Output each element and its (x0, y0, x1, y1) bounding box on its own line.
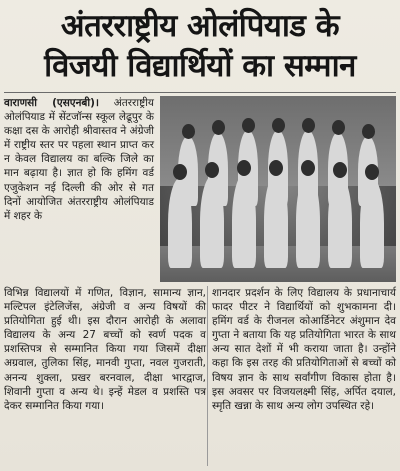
photo-person (200, 176, 224, 268)
photo-person-head (302, 118, 315, 133)
photo-person-head (269, 160, 283, 176)
headline-line-2: विजयी विद्यार्थियों का सम्मान (44, 48, 356, 84)
photo-person (168, 178, 192, 268)
photo-person-head (333, 162, 347, 178)
photo-person-head (365, 164, 379, 180)
headline (4, 6, 396, 88)
article-body-right-column (212, 286, 396, 413)
photo-person-head (237, 160, 251, 176)
headline-line-1: अंतरराष्ट्रीय ओलंपियाड के (60, 8, 340, 44)
article-body-left-text: विभिन्न विद्यालयों में गणित, विज्ञान, सामान्य ज्ञान, मल्टिपल इंटेलिजेंस, अंग्रेजी व अन्य विषयों की प्रतियोगिता हुई थी। इस दौरान आरोही के अलावा विद्यालय के अन्य 27 बच्चों को स्वर्ण पदक व प्रशस्तिपत्र से सम्मानित किया गया जिसमें दीक्षा अग्रवाल, तुलिका सिंह, मानवी गुप्ता, नवल गुजराती, अनन्य शुक्ला, प्रखर बरनवाल, दीक्षा भारद्वाज, शिवानी गुप्ता व अन्य थे। इन्हें मेडल व प्रशस्ति पत्र देकर सम्मानित किया गया। (4, 287, 206, 412)
photo-person-head (362, 124, 375, 139)
article-lead-column (4, 96, 154, 223)
photo-person-head (205, 162, 219, 178)
photo-person-head (242, 118, 255, 133)
photo-person-head (182, 124, 195, 139)
dateline: वाराणसी (एसएनबी)। (4, 97, 99, 109)
photo-person-head (173, 164, 187, 180)
article-lead-text: अंतरराष्ट्रीय ओलंपियाड में सेंटजॉन्स स्कूल लेढूपुर के कक्षा दस के आरोही श्रीवास्तव ने अंग्रेजी में राष्ट्रीय स्तर पर पहला स्थान प्राप्त कर न केवल विद्यालय का बल्कि जिले का मान बढ़ाया है। ज्ञात हो कि हमिंग वर्ड एजुकेशन नई दिल्ली की ओर से गत दिनों आयोजित अंतरराष्ट्रीय ओलंपियाड में शहर के (4, 97, 155, 222)
photo-person (328, 176, 352, 268)
photo-person-head (301, 160, 315, 176)
column-divider (207, 286, 208, 466)
article-body-left-column (4, 286, 206, 413)
photo-person-head (212, 120, 225, 135)
group-photo (160, 96, 396, 282)
photo-person (264, 174, 288, 268)
photo-person (232, 174, 256, 268)
article-body-right-text: शानदार प्रदर्शन के लिए विद्यालय के प्रधानाचार्य फादर पीटर ने विद्यार्थियों को शुभकामना दी। हमिंग वर्ड के रीजनल कोआर्डिनेटर अंशुमान देव गुप्ता ने बताया कि यह प्रतियोगिता भारत के साथ अन्य सात देशों में भी कराया जाता है। उन्होंने कहा कि इस तरह की प्रतियोगिताओं से बच्चों को विषय ज्ञान के साथ सर्वांगीण विकास होता है। इस अवसर पर विजयलक्ष्मी सिंह, अर्पित दयाल, स्मृति खन्ना के साथ अन्य लोग उपस्थित रहे। (212, 287, 396, 412)
photo-person (360, 178, 384, 268)
photo-person-head (332, 120, 345, 135)
photo-person (296, 174, 320, 268)
photo-person-head (272, 118, 285, 133)
headline-rule (4, 92, 396, 93)
